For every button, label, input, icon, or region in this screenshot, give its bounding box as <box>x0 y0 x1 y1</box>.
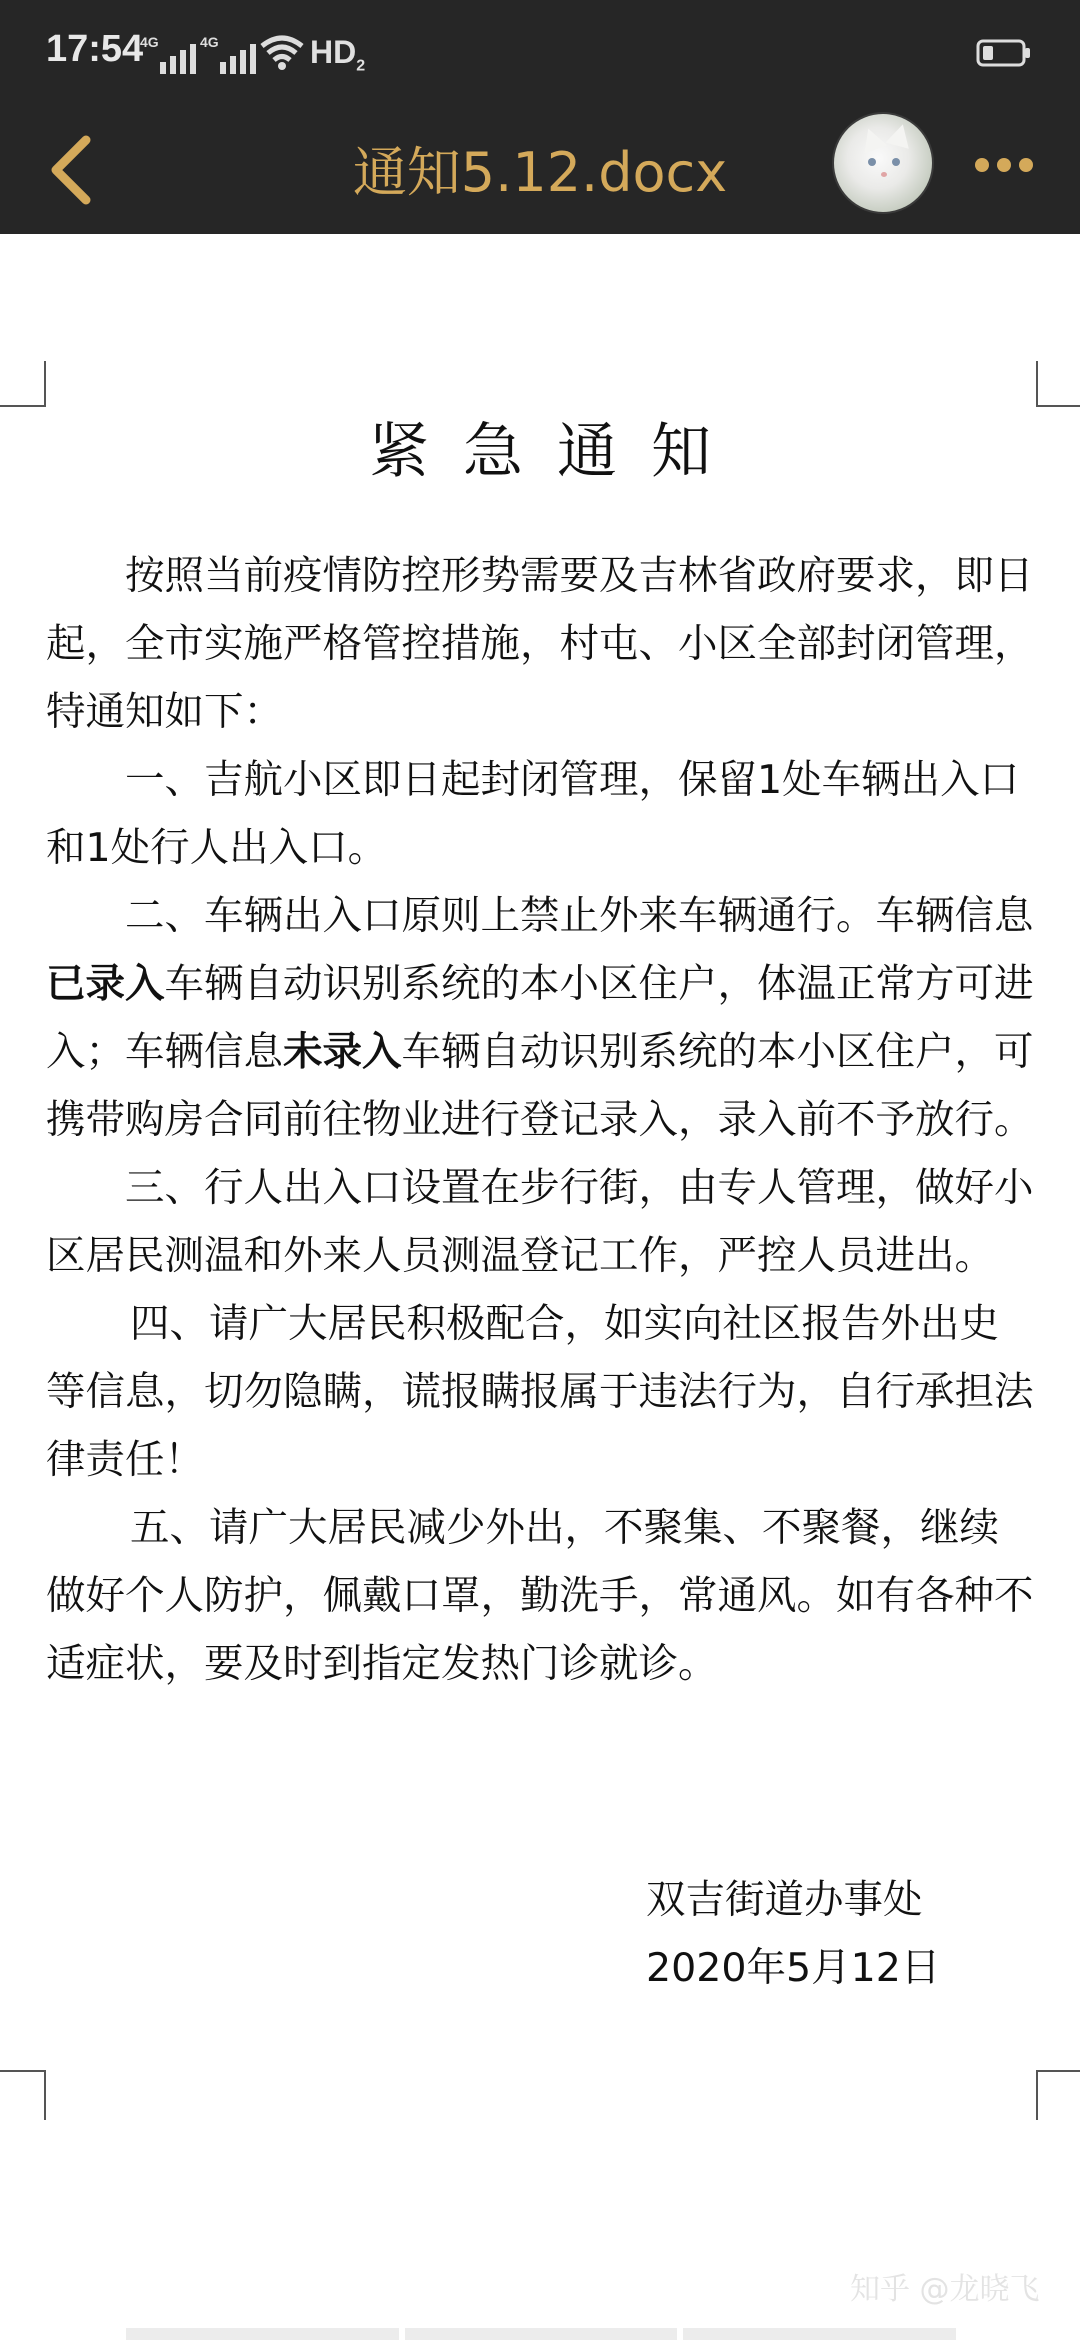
wifi-icon <box>258 32 306 72</box>
bold-highlight: 已录入 <box>46 961 165 1007</box>
crop-mark <box>1036 361 1080 407</box>
network-hd-indicator: $HD_2$ <box>310 34 366 75</box>
paragraph-item-2: 二、车辆出入口原则上禁止外来车辆通行。车辆信息已录入车辆自动识别系统的本小区住户，体温正常方可进入；车辆信息未录入车辆自动识别系统的本小区住户，可携带购房合同前往物业进行登记录入，录入前不予放行。 <box>46 893 1034 1143</box>
more-dots-icon <box>975 158 989 172</box>
scroll-indicator <box>126 2328 956 2340</box>
document-title: 通知5.12.docx <box>352 141 728 204</box>
watermark: 知乎 @龙晓飞 <box>850 2272 1040 2307</box>
document-page[interactable] <box>0 234 1080 2340</box>
paragraph-item-3: 三、行人出入口设置在步行街，由专人管理，做好小区居民测温和外来人员测温登记工作，严控人员进出。 <box>46 1165 1034 1279</box>
chevron-left-icon <box>56 140 86 200</box>
bold-highlight: 未录入 <box>283 1029 402 1075</box>
signoff-date: 2020年5月12日 <box>646 1945 941 1991</box>
status-time: 17:54 <box>46 28 144 70</box>
more-options-button[interactable] <box>975 150 1045 180</box>
paragraph-intro: 按照当前疫情防控形势需要及吉林省政府要求，即日起，全市实施严格管控措施，村屯、小区全部封闭管理，特通知如下： <box>46 553 1034 735</box>
notice-heading: 紧急通知 <box>369 417 745 487</box>
signoff <box>646 1866 940 2002</box>
cell-signal-icon: 4G <box>200 34 260 74</box>
cell-signal-icon: 4G <box>140 34 200 74</box>
signoff-organization: 双吉街道办事处 <box>646 1877 923 1923</box>
paragraph-item-4: 四、请广大居民积极配合，如实向社区报告外出史等信息，切勿隐瞒，谎报瞒报属于违法行为，自行承担法律责任！ <box>46 1301 1034 1483</box>
paragraph-item-1: 一、吉航小区即日起封闭管理，保留1处车辆出入口和1处行人出入口。 <box>46 757 1020 871</box>
crop-mark <box>0 361 46 407</box>
status-bar <box>0 0 1080 110</box>
paragraph-item-5: 五、请广大居民减少外出，不聚集、不聚餐，继续做好个人防护，佩戴口罩，勤洗手，常通风。如有各种不适症状，要及时到指定发热门诊就诊。 <box>46 1505 1034 1687</box>
notice-body <box>46 542 1036 1698</box>
avatar[interactable] <box>832 112 934 214</box>
crop-mark <box>0 2070 46 2120</box>
top-navigation-bar <box>0 110 1080 234</box>
battery-icon <box>976 38 1032 68</box>
crop-mark <box>1036 2070 1080 2120</box>
back-button[interactable] <box>40 128 110 212</box>
